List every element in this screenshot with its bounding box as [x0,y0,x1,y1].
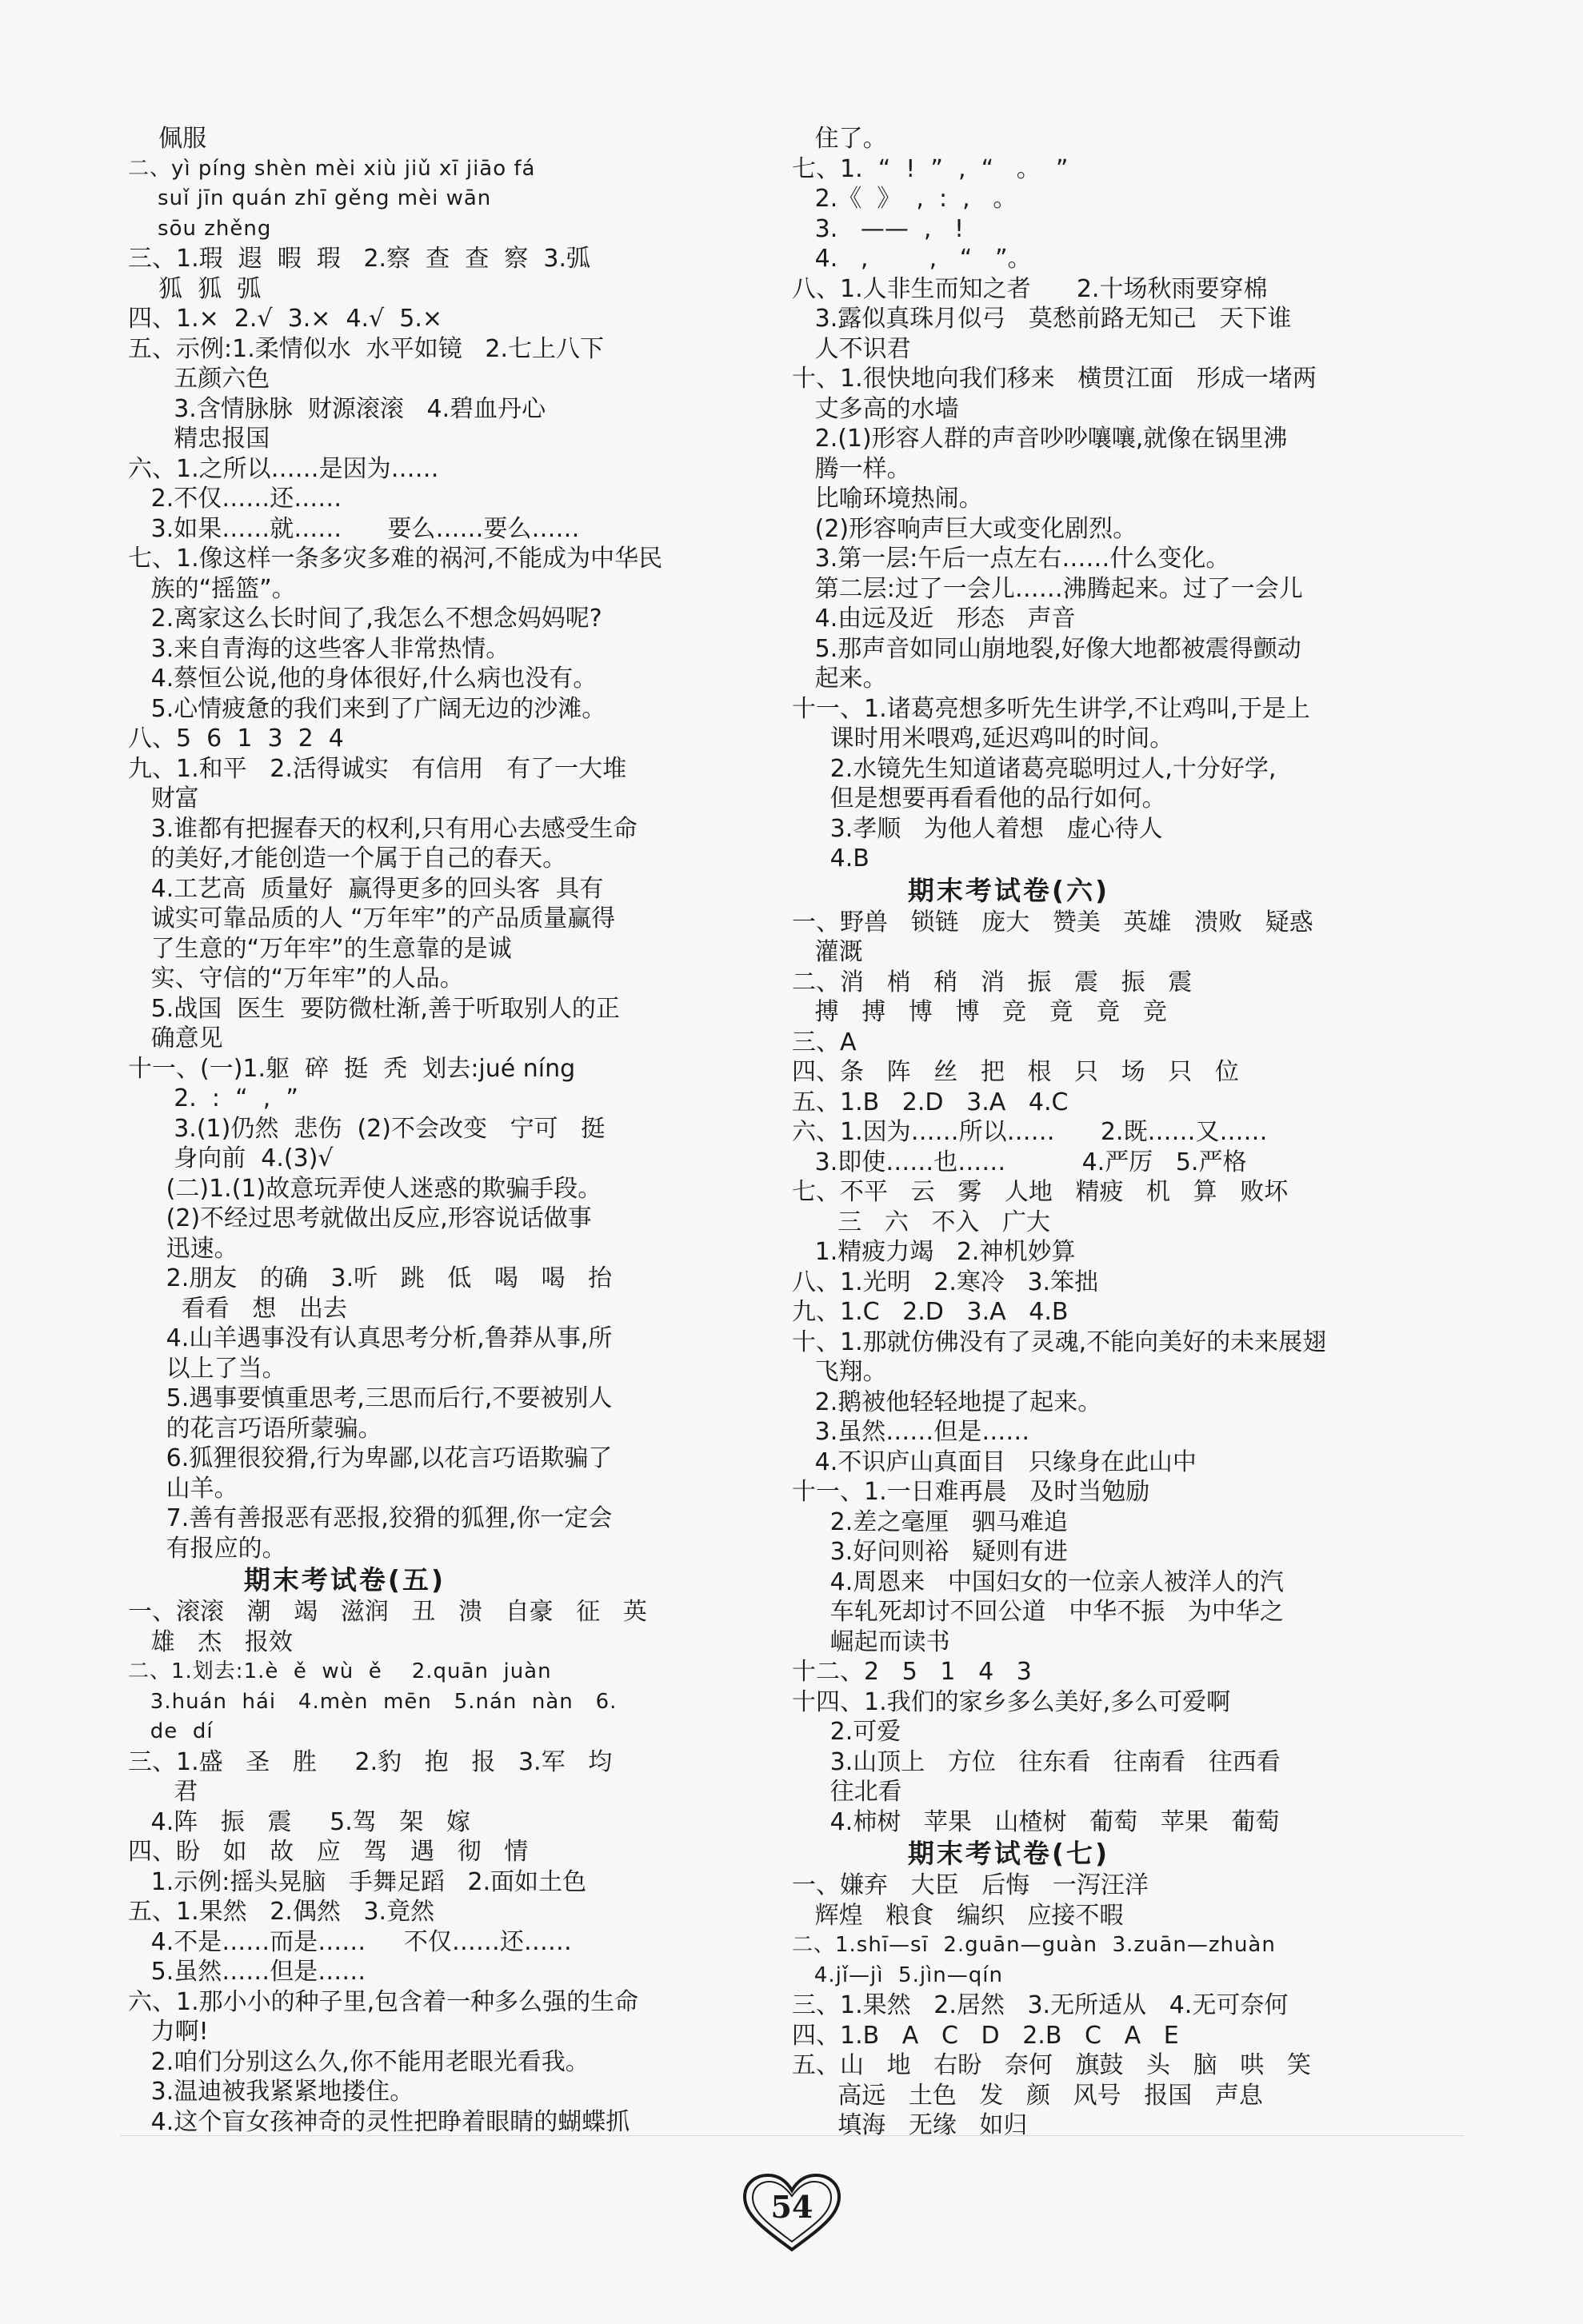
answer-line: 4.由远及近 形态 声音 [792,605,1076,633]
answer-line: 十、1.那就仿佛没有了灵魂,不能向美好的未来展翅 [792,1328,1327,1356]
answer-line: 比喻环境热闹。 [792,485,983,513]
answer-line: 一、滚滚 潮 竭 滋润 丑 溃 自豪 征 英 [128,1598,647,1626]
answer-line: 二、消 梢 稍 消 振 震 振 震 [792,968,1193,996]
answer-line: 3.露似真珠月似弓 莫愁前路无知己 天下谁 [792,305,1292,333]
answer-line: de dí [128,1719,214,1743]
answer-line: 四、条 阵 丝 把 根 只 场 只 位 [792,1058,1239,1086]
answer-line: 十四、1.我们的家乡多么美好,多么可爱啊 [792,1687,1231,1716]
answer-line: 狐 狐 弧 [128,274,262,303]
answer-line: 5.那声音如同山崩地裂,好像大地都被震得颤动 [792,634,1301,663]
answer-line: 2.(1)形容人群的声音吵吵嚷嚷,就像在锅里沸 [792,425,1288,453]
answer-line: 3.虽然……但是…… [792,1418,1030,1446]
answer-line: 4.蔡恒公说,他的身体很好,什么病也没有。 [128,665,598,693]
answer-line: 的花言巧语所蒙骗。 [128,1414,382,1443]
answer-line: 4.jǐ—jì 5.jìn—qín [792,1963,1003,1987]
answer-line: 4.山羊遇事没有认真思考分析,鲁莽从事,所 [128,1324,613,1352]
answer-line: 八、1.人非生而知之者 2.十场秋雨要穿棉 [792,274,1268,303]
answer-line: 3.谁都有把握春天的权利,只有用心去感受生命 [128,814,638,843]
answer-line: 4.阵 振 震 5.驾 架 嫁 [128,1807,470,1836]
answer-line: (2)形容响声巨大或变化剧烈。 [792,514,1137,543]
answer-line: 九、1.C 2.D 3.A 4.B [792,1298,1069,1326]
answer-line: 5.遇事要慎重思考,三思而后行,不要被别人 [128,1384,613,1412]
answer-line: (二)1.(1)故意玩弄使人迷惑的欺骗手段。 [128,1174,602,1203]
answer-line: 四、1.B A C D 2.B C A E [792,2021,1179,2050]
answer-line: 一、野兽 锁链 庞大 赞美 英雄 溃败 疑惑 [792,908,1313,936]
answer-line: 高远 土色 发 颜 风号 报国 声息 [792,2081,1263,2110]
answer-line: 二、1.shī—sī 2.guān—guàn 3.zuān—zhuàn [792,1933,1276,1957]
left-column [128,124,768,2137]
section-heading: 期末考试卷(六) [792,874,1110,906]
answer-line: 住了。 [792,125,887,153]
answer-line: 五、山 地 右盼 奈何 旗鼓 头 脑 哄 笑 [792,2051,1311,2079]
answer-line: 2.鹅被他轻轻地提了起来。 [792,1388,1102,1416]
answer-line: 1.示例:摇头晃脑 手舞足蹈 2.面如土色 [128,1867,587,1896]
answer-line: 起来。 [792,665,887,693]
answer-line: 1.精疲力竭 2.神机妙算 [792,1238,1076,1266]
answer-line: 搏 搏 博 博 竞 竟 竟 竞 [792,998,1167,1026]
answer-line: 六、1.之所以……是因为…… [128,454,439,483]
answer-line: 身向前 4.(3)√ [128,1144,334,1172]
answer-line: 3.孝顺 为他人着想 虚心待人 [792,814,1163,843]
answer-line: 的美好,才能创造一个属于自己的春天。 [128,845,567,872]
answer-line: 飞翔。 [792,1358,887,1386]
answer-line: 3.即使……也…… 4.严厉 5.严格 [792,1148,1247,1176]
answer-line: 有报应的。 [128,1534,286,1563]
answer-line: 2.《 》 , : , 。 [792,185,1017,213]
answer-line: 3.好问则裕 疑则有进 [792,1538,1068,1566]
answer-line: 崛起而读书 [792,1627,950,1656]
answer-line: 六、1.因为……所以…… 2.既……又…… [792,1118,1268,1146]
answer-line: 以上了当。 [128,1354,286,1383]
answer-line: 4.这个盲女孩神奇的灵性把睁着眼睛的蝴蝶抓 [128,2107,630,2136]
answer-line: 七、1.像这样一条多灾多难的祸河,不能成为中华民 [128,545,663,573]
answer-line: 第二层:过了一会儿……沸腾起来。过了一会儿 [792,574,1303,603]
answer-line: 族的“摇篮”。 [128,574,296,603]
answer-line: 看看 想 出去 [128,1294,347,1323]
answer-line: 一、嫌弃 大臣 后悔 一泻汪洋 [792,1871,1149,1899]
answer-line: 5.虽然……但是…… [128,1958,366,1986]
answer-line: 但是想要再看看他的品行如何。 [792,785,1166,813]
section-heading: 期末考试卷(七) [792,1838,1110,1869]
answer-line: 2.朋友 的确 3.听 跳 低 喝 喝 抬 [128,1264,613,1292]
answer-line: 十一、1.一日难再晨 及时当勉励 [792,1478,1150,1506]
answer-line: 精忠报国 [128,425,270,453]
answer-line: 君 [128,1778,198,1806]
answer-line: 九、1.和平 2.活得诚实 有信用 有了一大堆 [128,754,627,783]
answer-line: 诚实可靠品质的人 “万年牢”的产品质量赢得 [128,904,616,932]
page-number: 54 [770,2189,813,2225]
answer-line: 十二、2 5 1 4 3 [792,1658,1032,1686]
right-column [792,124,1432,2141]
answer-line: 十、1.很快地向我们移来 横贯江面 形成一堵两 [792,365,1317,393]
answer-line: 2.可爱 [792,1718,901,1746]
answer-line: 填海 无缘 如归 [792,2111,1028,2139]
answer-line: 辉煌 粮食 编织 应接不暇 [792,1901,1124,1930]
answer-line: 2.不仅……还…… [128,485,342,513]
answer-line: 财富 [128,785,199,813]
answer-line: 七、1. “ ! ” , “ 。 ” [792,154,1069,183]
answer-line: 4. , , “ ”。 [792,245,1032,273]
answer-line: 腾一样。 [792,454,911,483]
answer-line: 3.huán hái 4.mèn mēn 5.nán nàn 6. [128,1689,618,1714]
answer-line: 3. —— , ! [792,214,965,243]
answer-line: 灌溉 [792,938,863,966]
answer-line: 五颜六色 [128,365,270,393]
answer-line: 3.(1)仍然 悲伤 (2)不会改变 宁可 挺 [128,1114,606,1143]
answer-line: suǐ jīn quán zhī gěng mèi wān [128,186,492,210]
answer-line: 车轧死却讨不回公道 中华不振 为中华之 [792,1598,1284,1626]
answer-line: 3.含情脉脉 财源滚滚 4.碧血丹心 [128,394,546,423]
answer-line: 5.心情疲惫的我们来到了广阔无边的沙滩。 [128,694,606,723]
answer-line: 四、盼 如 故 应 驾 遇 彻 情 [128,1838,529,1866]
answer-line: 7.善有善报恶有恶报,狡猾的狐狸,你一定会 [128,1504,613,1532]
answer-line: 4.周恩来 中国妇女的一位亲人被洋人的汽 [792,1567,1284,1596]
answer-line: 往北看 [792,1778,902,1806]
answer-line: 6.狐狸很狡猾,行为卑鄙,以花言巧语欺骗了 [128,1444,613,1472]
answer-line: 力啊! [128,2018,209,2046]
answer-line: 4.不识庐山真面目 只缘身在此山中 [792,1448,1197,1476]
answer-line: 二、yì píng shèn mèi xiù jiǔ xī jiāo fá [128,156,536,181]
answer-line: 丈多高的水墙 [792,394,959,423]
answer-line: 2. : “ , ” [128,1084,298,1112]
answer-line: 2.咱们分别这么久,你不能用老眼光看我。 [128,2047,590,2076]
answer-line: 三、1.果然 2.居然 3.无所适从 4.无可奈何 [792,1991,1289,2019]
answer-line: 八、1.光明 2.寒冷 3.笨拙 [792,1268,1099,1296]
answer-line: 十一、1.诸葛亮想多听先生讲学,不让鸡叫,于是上 [792,694,1310,723]
answer-line: 3.山顶上 方位 往东看 往南看 往西看 [792,1747,1281,1776]
answer-line: 三、A [792,1028,857,1056]
answer-line: 五、1.果然 2.偶然 3.竟然 [128,1898,435,1926]
answer-line: (2)不经过思考就做出反应,形容说话做事 [128,1204,592,1232]
answer-line: 十一、(一)1.躯 碎 挺 秃 划去:jué níng [128,1054,576,1083]
page-number-badge [740,2171,844,2255]
answer-line: 4.柿树 苹果 山楂树 葡萄 苹果 葡萄 [792,1807,1280,1836]
answer-line: 2.水镜先生知道诸葛亮聪明过人,十分好学, [792,754,1277,783]
answer-line: 五、示例:1.柔情似水 水平如镜 2.七上八下 [128,334,605,363]
answer-line: 4.B [792,845,869,872]
answer-line: 2.差之毫厘 驷马难追 [792,1507,1068,1536]
answer-line: 人不识君 [792,334,911,363]
answer-line: 五、1.B 2.D 3.A 4.C [792,1088,1069,1116]
answer-line: 3.温迪被我紧紧地搂住。 [128,2078,414,2106]
answer-line: 迅速。 [128,1234,238,1263]
answer-line: 山羊。 [128,1474,238,1503]
answer-line: 三 六 不入 广大 [792,1208,1051,1236]
answer-line: 雄 杰 报效 [128,1627,293,1656]
answer-line: 七、不平 云 雾 人地 精疲 机 算 败坏 [792,1178,1289,1206]
answer-line: 佩服 [128,125,207,153]
answer-line: 确意见 [128,1024,223,1052]
answer-line: 三、1.瑕 遐 暇 瑕 2.察 查 查 察 3.弧 [128,245,590,273]
answer-line: 4.工艺高 质量好 赢得更多的回头客 具有 [128,874,604,903]
answer-line: 实、守信的“万年牢”的人品。 [128,964,464,992]
answer-line: 四、1.× 2.√ 3.× 4.√ 5.× [128,305,443,333]
answer-line: 5.战国 医生 要防微杜渐,善于听取别人的正 [128,994,620,1023]
answer-line: 3.如果……就…… 要么……要么…… [128,514,580,543]
answer-line: sōu zhěng [128,216,272,241]
answer-line: 2.离家这么长时间了,我怎么不想念妈妈呢? [128,605,602,633]
answer-line: 六、1.那小小的种子里,包含着一种多么强的生命 [128,1987,639,2016]
answer-line: 了生意的“万年牢”的生意靠的是诚 [128,934,512,963]
section-heading: 期末考试卷(五) [128,1564,446,1595]
answer-line: 二、1.划去:1.è ě wù ě 2.quān juàn [128,1659,552,1683]
answer-line: 3.第一层:午后一点左右……什么变化。 [792,545,1230,573]
answer-line: 八、5 6 1 3 2 4 [128,725,344,753]
answer-line: 三、1.盛 圣 胜 2.豹 抱 报 3.军 均 [128,1747,613,1776]
answer-line: 课时用米喂鸡,延迟鸡叫的时间。 [792,725,1174,753]
answer-line: 3.来自青海的这些客人非常热情。 [128,634,510,663]
footer-rule [120,2135,1464,2136]
answer-line: 4.不是……而是…… 不仅……还…… [128,1927,572,1956]
